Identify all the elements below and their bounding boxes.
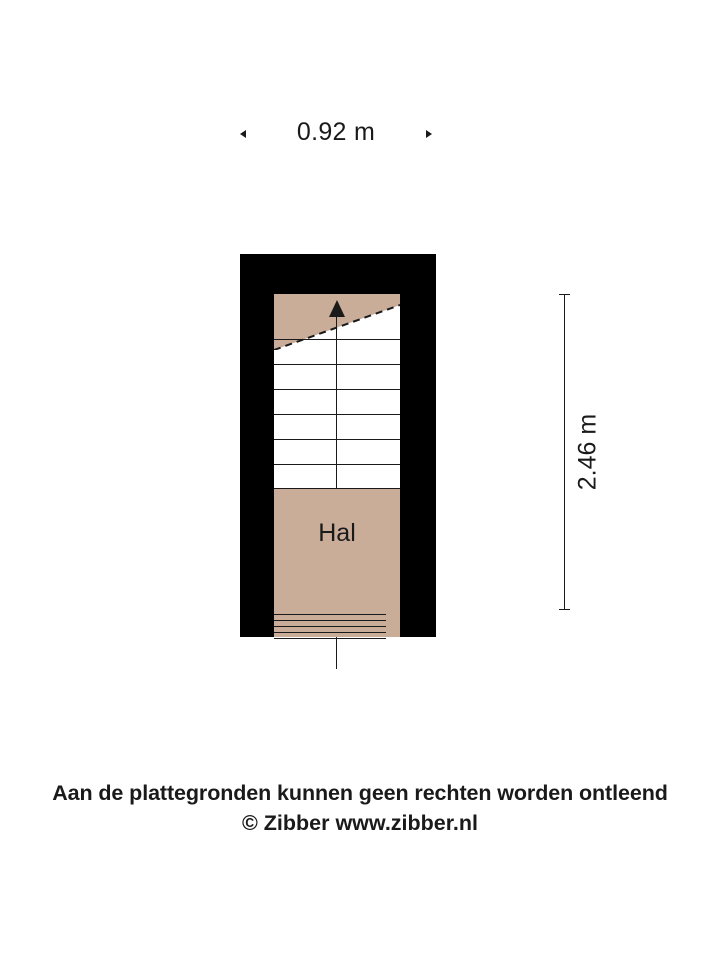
width-dimension [240, 118, 432, 158]
stair-direction-arrow-icon [329, 300, 345, 317]
width-dimension-arrow-right [426, 130, 432, 138]
threshold-line [274, 626, 386, 627]
stair-direction-line [336, 314, 337, 488]
height-dimension-cap-bottom [559, 609, 570, 610]
footer [0, 778, 720, 838]
height-dimension-cap-top [559, 294, 570, 295]
height-dimension-line [564, 294, 565, 610]
width-dimension-arrow-left [240, 130, 246, 138]
entrance-door-threshold [274, 614, 386, 638]
stair-tread [274, 389, 400, 390]
footer-disclaimer: Aan de plattegronden kunnen geen rechten worden ontleend [52, 781, 668, 805]
footer-copyright: © Zibber www.zibber.nl [241, 811, 479, 835]
threshold-line [274, 632, 386, 633]
stair-tread [274, 439, 400, 440]
stair-tread [274, 364, 400, 365]
room-label-hal: Hal [318, 519, 356, 547]
height-dimension [540, 294, 600, 610]
threshold-line [274, 614, 386, 615]
threshold-line [274, 620, 386, 621]
stair-tread [274, 339, 400, 340]
staircase [274, 294, 400, 488]
threshold-line [274, 638, 386, 639]
floorplan-drawing [240, 254, 436, 637]
stair-tread [274, 464, 400, 465]
entrance-axis-line [336, 637, 337, 669]
height-dimension-label-wrap [573, 294, 602, 610]
stair-tread [274, 488, 400, 489]
height-dimension-label: 2.46 m [570, 408, 607, 496]
width-dimension-label: 0.92 m [296, 118, 376, 146]
stair-tread [274, 414, 400, 415]
